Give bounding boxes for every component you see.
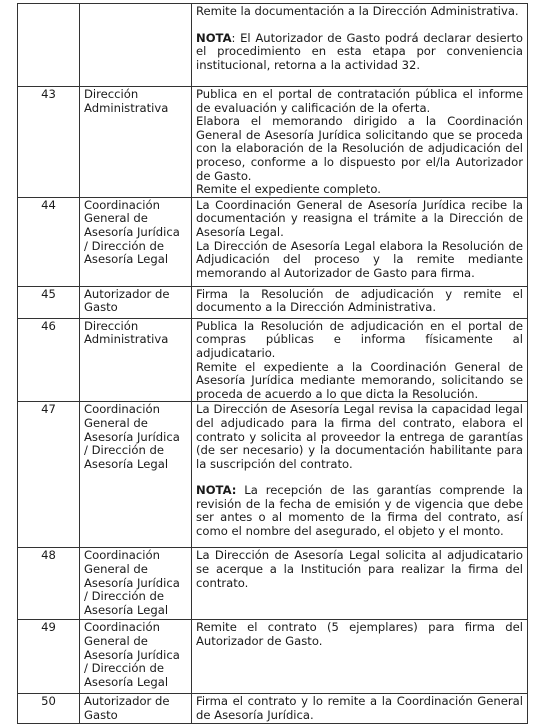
activity-description — [192, 318, 528, 402]
activity-paragraph: La Coordinación General de Asesoría Jurídica recibe la documentación y reasigna el trámite a la Dirección de Asesoría Legal. — [196, 197, 523, 239]
activity-paragraph: Firma el contrato y lo remite a la Coordinación General de Asesoría Jurídica. — [196, 694, 523, 722]
table-row — [18, 318, 528, 402]
table-row — [18, 87, 528, 198]
activity-description — [192, 286, 528, 318]
activity-number: 47 — [18, 402, 80, 548]
note-text: La recepción de las garantías comprende la revisión de la fecha de emisión y de vigencia que debe ser antes o al momento de la firma del contrato, así como el nombre del asegurado, el objeto y el monto. — [196, 483, 523, 539]
responsible-unit: Autorizador de Gasto — [80, 286, 192, 318]
responsible-unit: Dirección Administrativa — [80, 318, 192, 402]
table-row — [18, 402, 528, 548]
responsible-unit: Coordinación General de Asesoría Jurídica / Dirección de Asesoría Legal — [80, 197, 192, 286]
activity-description — [192, 87, 528, 198]
table-row — [18, 694, 528, 724]
activity-description — [192, 694, 528, 724]
table-row — [18, 197, 528, 286]
activity-description — [192, 4, 528, 87]
note-text: : El Autorizador de Gasto podrá declarar desierto el procedimiento en esta etapa por conveniencia institucional, retorna a la actividad 32. — [196, 30, 523, 72]
activity-number: 49 — [18, 620, 80, 694]
activity-number: 44 — [18, 197, 80, 286]
activity-number — [18, 4, 80, 87]
activity-number: 50 — [18, 694, 80, 724]
table-row — [18, 4, 528, 87]
activity-number: 45 — [18, 286, 80, 318]
responsible-unit: Dirección Administrativa — [80, 87, 192, 198]
activity-paragraph: La Dirección de Asesoría Legal solicita al adjudicatario se acerque a la Institución para realizar la firma del contrato. — [196, 548, 523, 590]
activity-number: 48 — [18, 548, 80, 620]
responsible-unit: Coordinación General de Asesoría Jurídica / Dirección de Asesoría Legal — [80, 402, 192, 548]
activity-paragraph: Remite el contrato (5 ejemplares) para firma del Autorizador de Gasto. — [196, 620, 523, 648]
activity-description — [192, 548, 528, 620]
note-label: NOTA — [196, 30, 232, 45]
procedure-table — [17, 3, 528, 724]
table-row — [18, 286, 528, 318]
activity-paragraph: Remite el expediente a la Coordinación General de Asesoría Jurídica mediante memorando, solicitando se proceda de acuerdo a lo que dicta la Resolución. — [196, 359, 523, 401]
activity-description — [192, 197, 528, 286]
responsible-unit: Autorizador de Gasto — [80, 694, 192, 724]
activity-number: 43 — [18, 87, 80, 198]
note — [196, 484, 523, 538]
activity-paragraph: Firma la Resolución de adjudicación y remite el documento a la Dirección Administrativa. — [196, 286, 523, 315]
activity-number: 46 — [18, 318, 80, 402]
note-label: NOTA: — [196, 483, 237, 498]
responsible-unit: Coordinación General de Asesoría Jurídica / Dirección de Asesoría Legal — [80, 620, 192, 694]
activity-paragraph: Publica en el portal de contratación pública el informe de evaluación y calificación de la oferta. — [196, 87, 523, 115]
activity-description — [192, 620, 528, 694]
responsible-unit — [80, 4, 192, 87]
activity-paragraph: La Dirección de Asesoría Legal elabora la Resolución de Adjudicación del proceso y la remite mediante memorando al Autorizador de Gasto para firma. — [196, 238, 523, 280]
table-row — [18, 548, 528, 620]
activity-paragraph: Elabora el memorando dirigido a la Coordinación General de Asesoría Jurídica solicitando que se proceda con la elaboración de la Resolución de adjudicación del proceso, conforme a lo dispuesto por el/la Autorizador de Gasto. — [196, 114, 523, 183]
activity-description — [192, 402, 528, 548]
activity-paragraph: Remite el expediente completo. — [196, 182, 381, 197]
table-row — [18, 620, 528, 694]
responsible-unit: Coordinación General de Asesoría Jurídica / Dirección de Asesoría Legal — [80, 548, 192, 620]
activity-paragraph: Remite la documentación a la Dirección Administrativa. — [196, 4, 519, 18]
note — [196, 32, 523, 73]
activity-paragraph: Publica la Resolución de adjudicación en el portal de compras públicas e informa físicamente al adjudicatario. — [196, 318, 523, 360]
activity-paragraph: La Dirección de Asesoría Legal revisa la capacidad legal del adjudicado para la firma del contrato, elabora el contrato y solicita al proveedor la entrega de garantías (de ser necesario) y la documentación habilitante para la suscripción del contrato. — [196, 402, 523, 471]
